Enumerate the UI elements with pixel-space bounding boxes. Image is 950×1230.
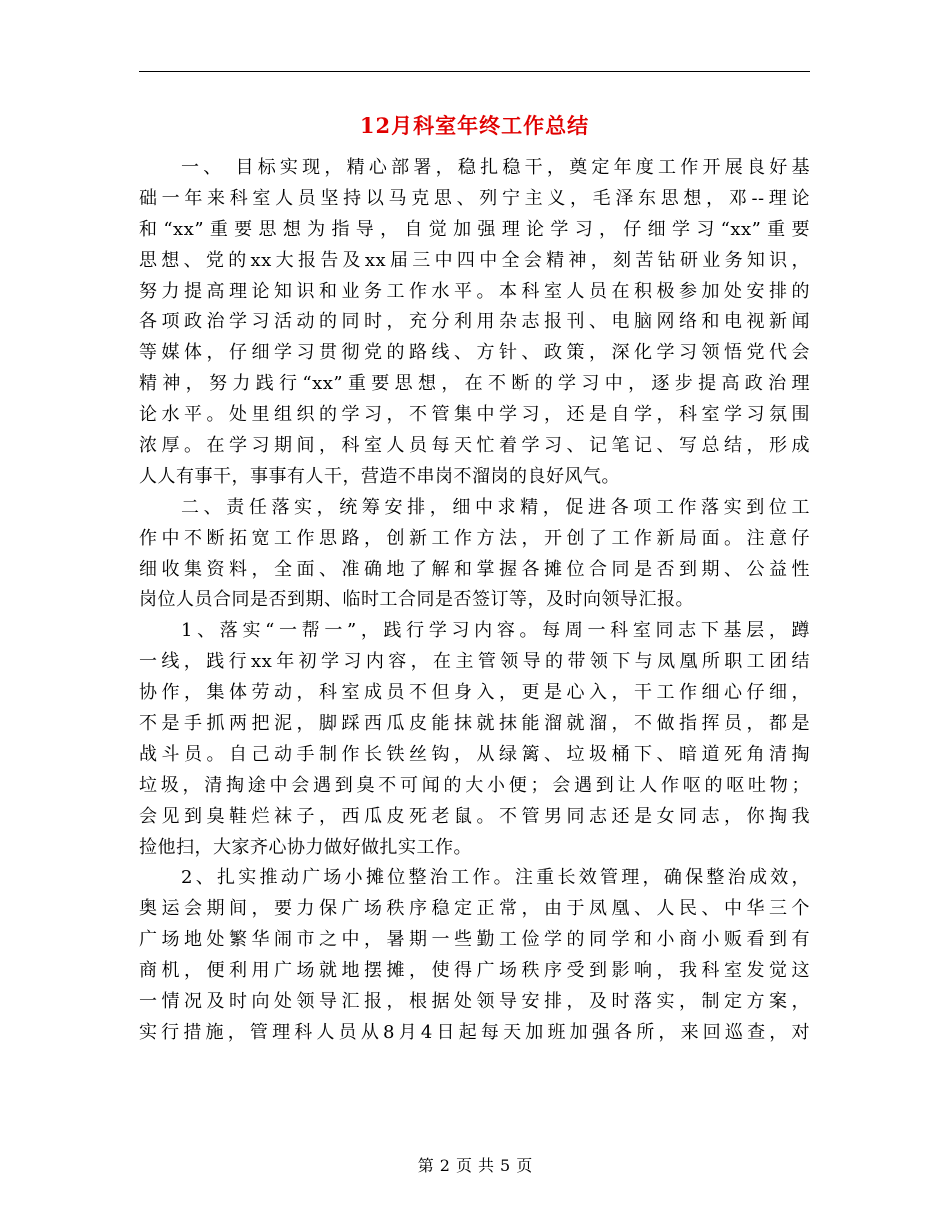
text-line: 不是手抓两把泥，脚踩西瓜皮能抹就抹能溜就溜，不做指挥员，都是: [139, 713, 810, 735]
text-line: 浓厚。在学习期间，科室人员每天忙着学习、记笔记、写总结，形成: [139, 435, 810, 457]
text-line: 战斗员。自己动手制作长铁丝钩，从绿篱、垃圾桶下、暗道死角清掏: [139, 743, 810, 765]
text-line: 会见到臭鞋烂袜子，西瓜皮死老鼠。不管男同志还是女同志，你掏我: [139, 805, 810, 827]
text-line: 2、扎实推动广场小摊位整治工作。注重长效管理，确保整治成效，: [181, 867, 810, 889]
footer-suffix: 页: [516, 1156, 533, 1175]
text-line: 商机，便利用广场就地摆摊，使得广场秩序受到影响，我科室发觉这: [139, 960, 810, 982]
text-line: 人人有事干，事事有人干，营造不串岗不溜岗的良好风气。: [139, 465, 620, 487]
text-line: 思想、党的xx大报告及xx届三中四中全会精神，刻苦钻研业务知识，: [139, 249, 810, 271]
text-line: 岗位人员合同是否到期、临时工合同是否签订等，及时向领导汇报。: [139, 589, 694, 611]
text-line: 一线，践行xx年初学习内容，在主管领导的带领下与凤凰所职工团结: [139, 651, 810, 673]
text-line: 努力提高理论知识和业务工作水平。本科室人员在积极参加处安排的: [139, 280, 810, 302]
footer-page-number: 2: [439, 1156, 450, 1175]
document-title: 12月科室年终工作总结: [359, 113, 590, 138]
text-line: 广场地处繁华闹市之中，暑期一些勤工俭学的同学和小商小贩看到有: [139, 929, 810, 951]
text-line: 协作，集体劳动，科室成员不但身入，更是心入，干工作细心仔细，: [139, 682, 810, 704]
text-line: 论水平。处里组织的学习，不管集中学习，还是自学，科室学习氛围: [139, 404, 810, 426]
text-line: 捡他扫，大家齐心协力做好做扎实工作。: [139, 836, 472, 858]
text-line: 作中不断拓宽工作思路，创新工作方法，开创了工作新局面。注意仔: [139, 527, 810, 549]
document-body: [139, 153, 810, 1049]
text-line: 奥运会期间，要力保广场秩序稳定正常，由于凤凰、人民、中华三个: [139, 898, 810, 920]
text-line: 细收集资料，全面、准确地了解和掌握各摊位合同是否到期、公益性: [139, 558, 810, 580]
footer-mid: 页: [455, 1156, 472, 1175]
footer-prefix: 第: [417, 1156, 434, 1175]
text-line: 等媒体，仔细学习贯彻党的路线、方针、政策，深化学习领悟党代会: [139, 342, 810, 364]
footer-total-pages: 5: [500, 1156, 511, 1175]
text-line: 一情况及时向处领导汇报，根据处领导安排，及时落实，制定方案，: [139, 991, 810, 1013]
text-line: 各项政治学习活动的同时，充分利用杂志报刊、电脑网络和电视新闻: [139, 311, 810, 333]
text-line: 1、落实“一帮一”，践行学习内容。每周一科室同志下基层，蹲: [181, 620, 810, 642]
text-line: 和“xx”重要思想为指导，自觉加强理论学习，仔细学习“xx”重要: [139, 218, 810, 240]
text-line: 二、责任落实，统筹安排，细中求精，促进各项工作落实到位工: [181, 496, 810, 518]
text-line: 实行措施，管理科人员从8月4日起每天加班加强各所，来回巡查，对: [139, 1021, 810, 1043]
footer-total-label: 共: [478, 1156, 495, 1175]
header-rule: [139, 71, 810, 72]
text-line: 垃圾，清掏途中会遇到臭不可闻的大小便；会遇到让人作呕的呕吐物；: [139, 774, 810, 796]
page-footer: [0, 1154, 950, 1178]
text-line: 一、 目标实现，精心部署，稳扎稳干，奠定年度工作开展良好基: [181, 157, 810, 178]
text-line: 础一年来科室人员坚持以马克思、列宁主义，毛泽东思想，邓--理论: [139, 187, 810, 209]
text-line: 精神，努力践行“xx”重要思想，在不断的学习中，逐步提高政治理: [139, 373, 810, 395]
